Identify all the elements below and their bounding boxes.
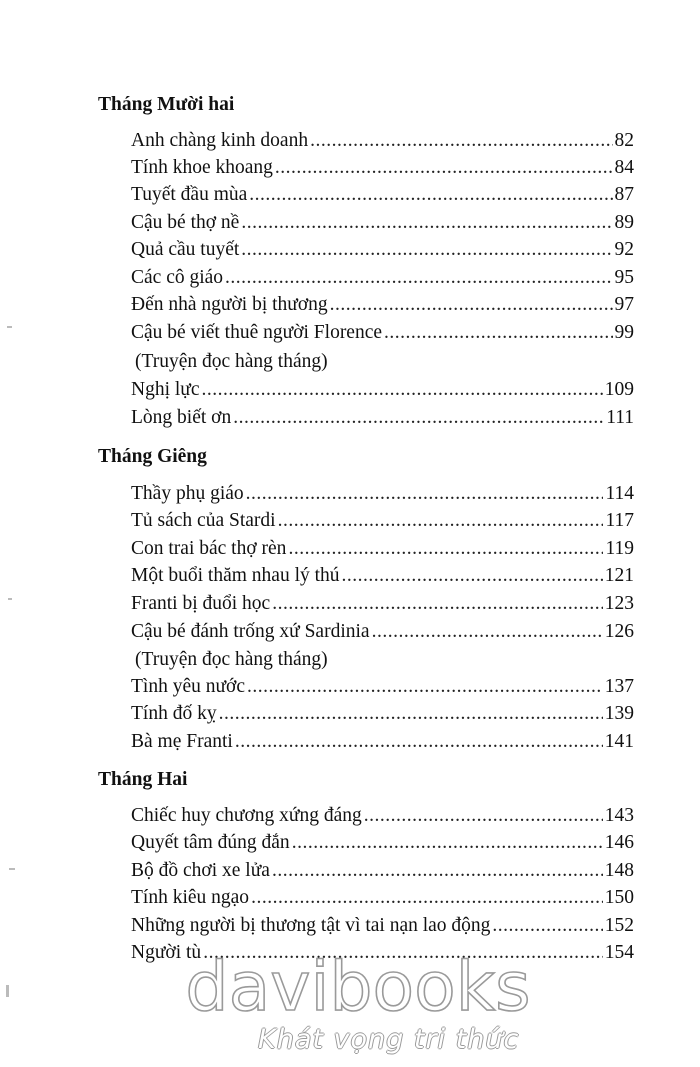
toc-entry-page: 99	[614, 322, 634, 343]
dot-leader	[275, 155, 613, 181]
toc-entry-title: Người tù	[131, 942, 202, 963]
toc-entry	[131, 128, 634, 154]
section-title-thang-gieng: Tháng Giêng	[98, 446, 207, 467]
toc-entry	[131, 729, 634, 755]
section-title-thang-muoi-hai: Tháng Mười hai	[98, 94, 235, 115]
toc-entry	[131, 405, 634, 431]
toc-entry-page: 154	[604, 942, 634, 963]
toc-entry-title: Những người bị thương tật vì tai nạn lao động	[131, 915, 491, 936]
toc-entry-title: Quả cầu tuyết	[131, 239, 240, 260]
dot-leader	[247, 674, 603, 700]
toc-entry	[131, 508, 634, 534]
dot-leader	[225, 265, 612, 291]
dot-leader	[233, 405, 604, 431]
dot-leader	[251, 885, 603, 911]
toc-entry-page: 97	[614, 294, 634, 315]
dot-leader	[492, 913, 602, 939]
toc-entry	[131, 563, 634, 589]
dot-leader	[310, 128, 612, 154]
scan-speck	[7, 326, 12, 328]
toc-entry	[131, 701, 634, 727]
toc-entry-title: Con trai bác thợ rèn	[131, 538, 287, 559]
scan-speck	[8, 598, 12, 600]
toc-entry-title: Tình yêu nước	[131, 676, 246, 697]
toc-entry-page: 146	[604, 832, 634, 853]
dot-leader	[330, 292, 613, 318]
toc-entry-page: 141	[604, 731, 634, 752]
toc-entry	[131, 210, 634, 236]
toc-entry-page: 89	[614, 212, 634, 233]
toc-entry	[131, 265, 634, 291]
dot-leader	[272, 858, 603, 884]
toc-entry-page: 148	[604, 860, 634, 881]
toc-entry-title: Bà mẹ Franti	[131, 731, 233, 752]
toc-entry	[131, 619, 634, 645]
scan-speck	[6, 985, 9, 997]
toc-entry	[131, 536, 634, 562]
toc-entry-title: Lòng biết ơn	[131, 407, 232, 428]
toc-entry	[131, 292, 634, 318]
toc-entry-page: 84	[614, 157, 634, 178]
toc-entry	[131, 155, 634, 181]
toc-entry	[131, 803, 634, 829]
toc-entry-page: 126	[604, 621, 634, 642]
toc-entry-page: 119	[605, 538, 634, 559]
dot-leader	[292, 830, 603, 856]
watermark-logo-text: davibooks	[185, 950, 531, 1022]
toc-entry-page: 143	[604, 805, 634, 826]
toc-entry	[131, 182, 634, 208]
dot-leader	[246, 481, 604, 507]
toc-entry	[131, 377, 634, 403]
toc-entry	[131, 591, 634, 617]
toc-entry-page: 117	[605, 510, 634, 531]
toc-entry-title: Đến nhà người bị thương	[131, 294, 328, 315]
dot-leader	[202, 377, 603, 403]
toc-entry-title: Một buổi thăm nhau lý thú	[131, 565, 340, 586]
toc-entry-title: Tính kiêu ngạo	[131, 887, 250, 908]
toc-entry-page: 150	[604, 887, 634, 908]
toc-entry	[131, 481, 634, 507]
dot-leader	[241, 237, 612, 263]
toc-entry-page: 109	[604, 379, 634, 400]
toc-entry-page: 121	[604, 565, 634, 586]
dot-leader	[278, 508, 604, 534]
toc-entry-page: 114	[605, 483, 634, 504]
monthly-story-note: (Truyện đọc hàng tháng)	[135, 649, 328, 670]
dot-leader	[272, 591, 603, 617]
toc-entry-title: Anh chàng kinh doanh	[131, 130, 309, 151]
toc-entry-title: Tính đố kỵ	[131, 703, 217, 724]
toc-entry	[131, 830, 634, 856]
watermark-tagline: Khát vọng tri thức	[258, 1024, 520, 1055]
toc-entry	[131, 320, 634, 346]
dot-leader	[288, 536, 603, 562]
dot-leader	[372, 619, 603, 645]
toc-entry-title: Các cô giáo	[131, 267, 224, 288]
dot-leader	[235, 729, 603, 755]
dot-leader	[342, 563, 603, 589]
toc-entry	[131, 674, 634, 700]
toc-entry-page: 82	[614, 130, 634, 151]
toc-entry-title: Tuyết đầu mùa	[131, 184, 248, 205]
toc-entry	[131, 885, 634, 911]
monthly-story-note: (Truyện đọc hàng tháng)	[135, 351, 328, 372]
toc-entry-page: 123	[604, 593, 634, 614]
dot-leader	[241, 210, 612, 236]
toc-entry-title: Chiếc huy chương xứng đáng	[131, 805, 362, 826]
toc-entry	[131, 858, 634, 884]
davibooks-watermark-logo	[158, 950, 558, 1022]
toc-entry-title: Cậu bé đánh trống xứ Sardinia	[131, 621, 370, 642]
dot-leader	[219, 701, 603, 727]
toc-entry-title: Cậu bé viết thuê người Florence	[131, 322, 383, 343]
toc-entry-title: Franti bị đuổi học	[131, 593, 271, 614]
toc-entry-page: 137	[604, 676, 634, 697]
toc-entry-page: 92	[614, 239, 634, 260]
dot-leader	[384, 320, 612, 346]
toc-entry-page: 139	[604, 703, 634, 724]
toc-entry-title: Quyết tâm đúng đắn	[131, 832, 290, 853]
section-title-thang-hai: Tháng Hai	[98, 769, 188, 790]
scan-speck	[9, 868, 15, 870]
toc-entry-title: Bộ đồ chơi xe lửa	[131, 860, 270, 881]
dot-leader	[364, 803, 603, 829]
toc-entry	[131, 237, 634, 263]
toc-entry-title: Tính khoe khoang	[131, 157, 273, 178]
dot-leader	[249, 182, 612, 208]
toc-entry-title: Tủ sách của Stardi	[131, 510, 276, 531]
toc-entry-title: Cậu bé thợ nề	[131, 212, 240, 233]
toc-entry	[131, 913, 634, 939]
toc-entry-title: Thầy phụ giáo	[131, 483, 244, 504]
toc-entry-title: Nghị lực	[131, 379, 200, 400]
toc-entry-page: 111	[606, 407, 634, 428]
toc-entry-page: 95	[614, 267, 634, 288]
toc-entry-page: 152	[604, 915, 634, 936]
toc-entry-page: 87	[614, 184, 634, 205]
